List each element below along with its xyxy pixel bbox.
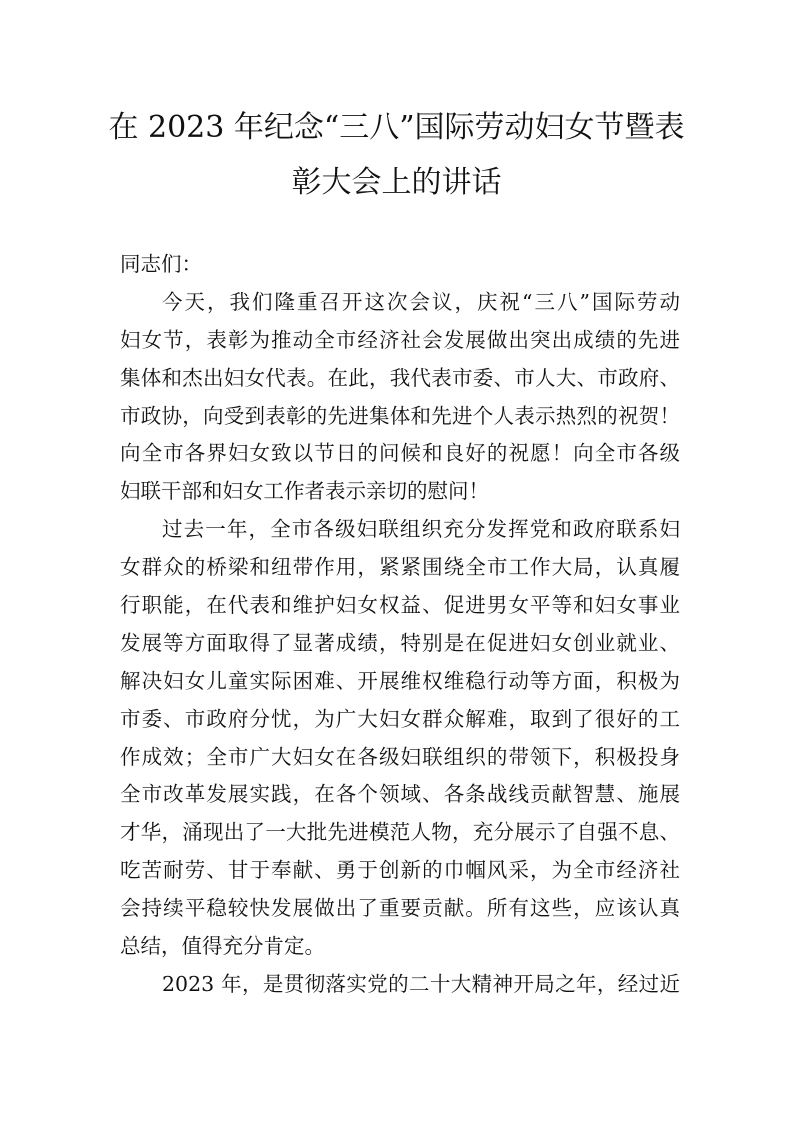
text-line: 集体和杰出妇女代表。在此，我代表市委、市人大、市政府、	[120, 365, 680, 390]
text-line: 妇女节，表彰为推动全市经济社会发展做出突出成绩的先进	[120, 327, 680, 352]
paragraph-1	[120, 284, 680, 511]
text-line: 市政协，向受到表彰的先进集体和先进个人表示热烈的祝贺！	[120, 403, 680, 428]
text-line: 总结，值得充分肯定。	[120, 934, 325, 959]
text-line: 2023 年，是贯彻落实党的二十大精神开局之年，经过近	[162, 971, 680, 996]
text-line: 作成效；全市广大妇女在各级妇联组织的带领下，积极投身	[120, 744, 680, 769]
paragraph-2	[120, 511, 680, 966]
text-line: 今天，我们隆重召开这次会议，庆祝“三八”国际劳动	[162, 289, 680, 314]
text-line: 妇联干部和妇女工作者表示亲切的慰问！	[120, 479, 489, 504]
paragraph-3	[120, 966, 680, 1004]
text-line: 吃苦耐劳、甘于奉献、勇于创新的巾帼风采，为全市经济社	[120, 858, 680, 883]
text-line: 全市改革发展实践，在各个领域、各条战线贡献智慧、施展	[120, 782, 680, 807]
text-line: 女群众的桥梁和纽带作用，紧紧围绕全市工作大局，认真履	[120, 555, 680, 580]
text-line: 过去一年，全市各级妇联组织充分发挥党和政府联系妇	[162, 517, 680, 542]
document-title-line-1: 在 2023 年纪念“三八”国际劳动妇女节暨表	[108, 110, 685, 145]
text-line: 才华，涌现出了一大批先进模范人物，充分展示了自强不息、	[120, 820, 680, 845]
document-body	[120, 246, 680, 1004]
text-line: 会持续平稳较快发展做出了重要贡献。所有这些，应该认真	[120, 896, 680, 921]
text-line: 解决妇女儿童实际困难、开展维权维稳行动等方面，积极为	[120, 668, 680, 693]
text-line: 市委、市政府分忧，为广大妇女群众解难，取到了很好的工	[120, 706, 680, 731]
text-line: 发展等方面取得了显著成绩，特别是在促进妇女创业就业、	[120, 630, 680, 655]
document-title-line-2: 彰大会上的讲话	[291, 165, 502, 200]
salutation: 同志们：	[120, 252, 202, 276]
text-line: 行职能，在代表和维护妇女权益、促进男女平等和妇女事业	[120, 593, 680, 618]
text-line: 向全市各界妇女致以节日的问候和良好的祝愿！向全市各级	[120, 441, 680, 466]
